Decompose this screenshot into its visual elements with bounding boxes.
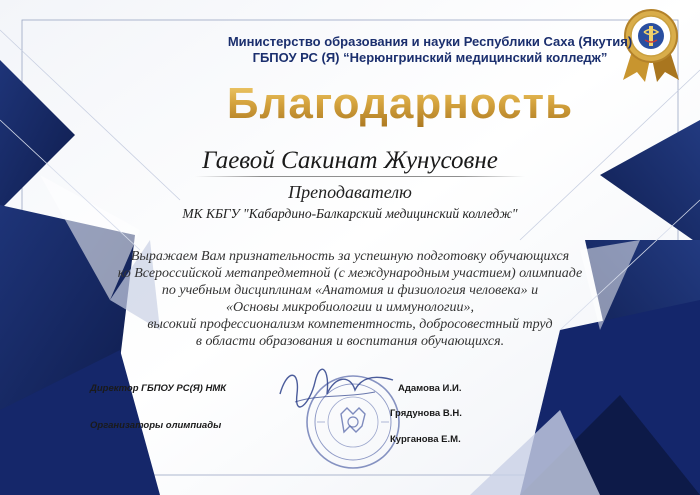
body-text-line: в области образования и воспитания обучающихся. <box>195 334 505 349</box>
recipient-position: Преподавателю <box>288 182 412 202</box>
signatory-name: Курганова Е.М. <box>390 434 461 445</box>
body-text-line: «Основы микробиологии и иммунологии», <box>226 300 474 315</box>
body-text-line: по учебным дисциплинам «Анатомия и физиология человека» и <box>161 283 539 298</box>
signatory-name: Грядунова В.Н. <box>390 408 462 419</box>
body-text-line: высокий профессионализм компетентность, добросовестный труд <box>147 317 553 332</box>
body-text-line: Выражаем Вам признательность за успешную подготовку обучающихся <box>130 249 570 264</box>
ministry-name: Министерство образования и науки Республики Саха (Якутия) <box>227 34 633 49</box>
body-text-line: ко Всероссийской метапредметной (с международным участием) олимпиаде <box>117 266 583 281</box>
handwritten-signature-icon <box>275 364 400 412</box>
certificate-title: Благодарность <box>140 78 660 130</box>
name-underline <box>195 176 525 177</box>
organizers-label: Организаторы олимпиады <box>90 420 222 431</box>
signatory-name: Адамова И.И. <box>398 383 462 394</box>
director-label: Директор ГБПОУ РС(Я) НМК <box>90 383 227 394</box>
recipient-name: Гаевой Сакинат Жунусовне <box>202 147 498 174</box>
recipient-organization: МК КБГУ "Кабардино-Балкарский медицинский колледж" <box>182 206 518 221</box>
college-name: ГБПОУ РС (Я) “Нерюнгринский медицинский колледж” <box>252 50 608 65</box>
